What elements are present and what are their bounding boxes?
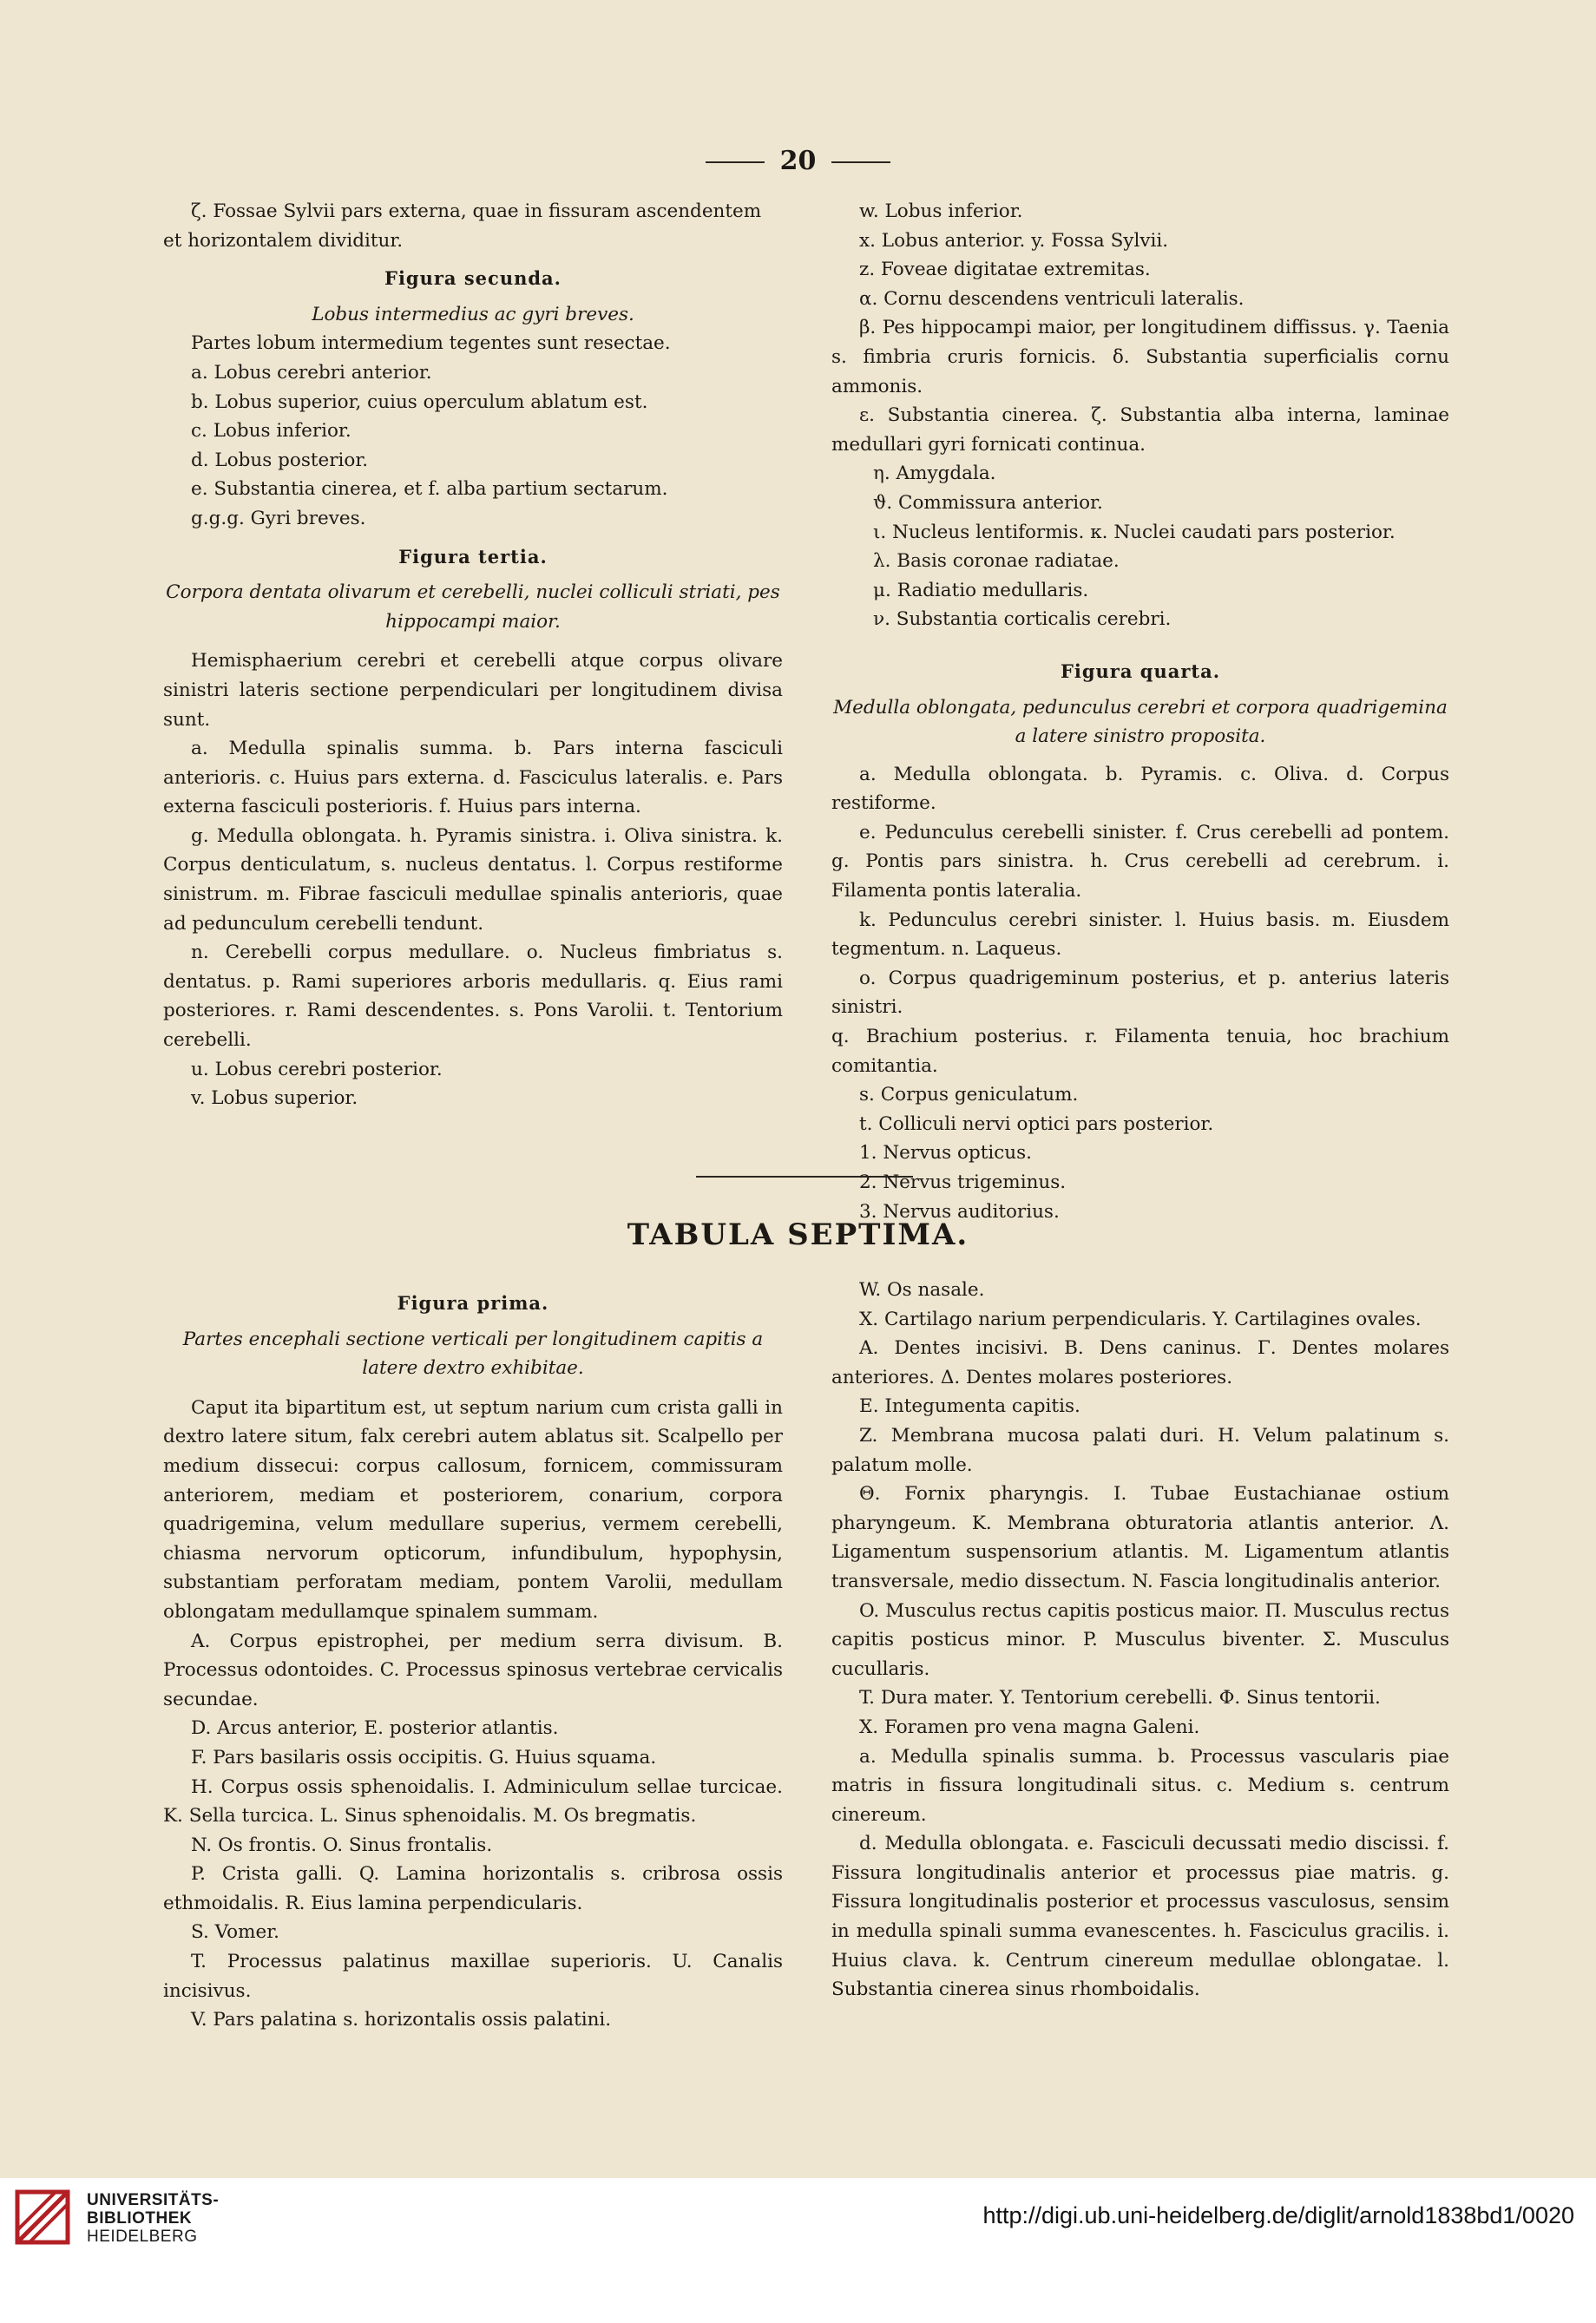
list-item: d. Lobus posterior. xyxy=(191,449,369,471)
paragraph: o. Corpus quadrigeminum posterius, et p. anterius lateris sinistri. xyxy=(831,967,1449,1019)
paragraph: a. Medulla oblongata. b. Pyramis. c. Oliva. d. Corpus restiforme. xyxy=(831,763,1449,815)
paragraph: β. Pes hippocampi maior, per longitudinem diffissus. γ. Taenia s. fimbria cruris fornicis. δ. Substantia superficialis cornu ammonis. xyxy=(831,317,1449,397)
top-left-column xyxy=(163,197,783,1113)
list-item: v. Lobus superior. xyxy=(191,1087,358,1110)
paragraph: ε. Substantia cinerea. ζ. Substantia alba interna, laminae medullari gyri fornicati continua. xyxy=(831,404,1449,456)
figure-subtitle: Corpora dentata olivarum et cerebelli, nuclei colliculi striati, pes hippocampi maior. xyxy=(166,581,780,633)
list-item: g.g.g. Gyri breves. xyxy=(191,507,366,529)
paragraph: g. Medulla oblongata. h. Pyramis sinistra. i. Oliva sinistra. k. Corpus denticulatum, s. nucleus dentatus. l. Corpus restiforme sinistrum. m. Fibrae fasciculi medullae spinalis anterioris, quae ad pedunculum cerebelli tendunt. xyxy=(163,824,783,935)
figure-subtitle: Lobus intermedius ac gyri breves. xyxy=(312,303,634,325)
list-item: P. Crista galli. Q. Lamina horizontalis s. cribrosa ossis ethmoidalis. R. Eius lamina perpendicularis. xyxy=(163,1863,783,1914)
paragraph: a. Medulla spinalis summa. b. Pars interna fasciculi anterioris. c. Huius pars externa. d. Fasciculus lateralis. e. Pars externa fasciculi posterioris. f. Huius pars interna. xyxy=(163,738,783,818)
list-item: 2. Nervus trigeminus. xyxy=(859,1171,1067,1193)
paragraph: O. Musculus rectus capitis posticus maior. Π. Musculus rectus capitis posticus minor. P. Musculus biventer. Σ. Musculus cucullaris. xyxy=(831,1599,1449,1680)
list-item: D. Arcus anterior, E. posterior atlantis. xyxy=(191,1717,559,1740)
paragraph: a. Medulla spinalis summa. b. Processus vascularis piae matris in fissura longitudinali situs. c. Medium s. centrum cinereum. xyxy=(831,1745,1449,1826)
figure-heading: Figura secunda. xyxy=(384,267,562,290)
list-item: S. Vomer. xyxy=(191,1921,279,1944)
paragraph: A. Corpus epistrophei, per medium serra divisum. B. Processus odontoides. C. Processus spinosus vertebrae cervicalis secundae. xyxy=(163,1630,783,1710)
paragraph: Z. Membrana mucosa palati duri. H. Velum palatinum s. palatum molle. xyxy=(831,1424,1449,1476)
list-item: ι. Nucleus lentiformis. κ. Nuclei caudati pars posterior. xyxy=(873,521,1396,543)
list-item: b. Lobus superior, cuius operculum ablatum est. xyxy=(191,390,648,413)
list-item: t. Colliculi nervi optici pars posterior. xyxy=(859,1112,1214,1135)
library-logo-icon xyxy=(12,2187,73,2248)
list-item: H. Corpus ossis sphenoidalis. I. Adminiculum sellae turcicae. K. Sella turcica. L. Sinus sphenoidalis. M. Os bregmatis. xyxy=(163,1775,783,1828)
bottom-right-column xyxy=(831,1276,1449,2005)
library-line: HEIDELBERG xyxy=(87,2228,198,2246)
header-rule-left xyxy=(706,161,765,163)
footer-bar xyxy=(0,2178,1596,2323)
list-item: a. Lobus cerebri anterior. xyxy=(191,361,432,384)
list-item: α. Cornu descendens ventriculi lateralis. xyxy=(859,287,1245,310)
figure-heading: Figura prima. xyxy=(397,1292,549,1314)
list-item: μ. Radiatio medullaris. xyxy=(873,579,1089,601)
list-item: w. Lobus inferior. xyxy=(859,200,1023,222)
source-url[interactable]: http://digi.ub.uni-heidelberg.de/diglit/arnold1838bd1/0020 xyxy=(982,2202,1574,2228)
library-line: UNIVERSITÄTS- xyxy=(87,2191,220,2209)
list-item: T. Processus palatinus maxillae superioris. U. Canalis incisivus. xyxy=(163,1951,783,2002)
figure-subtitle: Partes encephali sectione verticali per longitudinem capitis a latere dextro exhibitae. xyxy=(182,1328,764,1380)
list-item: s. Corpus geniculatum. xyxy=(859,1084,1079,1106)
paragraph: Caput ita bipartitum est, ut septum narium cum crista galli in dextro latere situm, falx cerebri autem ablatus sit. Scalpello per medium dissecui: corpus callosum, fornicem, commissuram anteriorem, mediam et posteriorem, conarium, corpora quadrigemina, velum medullare superius, vermem cerebelli, chiasma nervorum opticorum, infundibulum, hypophysin, substantiam perforatam mediam, pontem Varolii, medullam oblongatam medullamque spinalem summam. xyxy=(163,1396,783,1623)
top-right-column xyxy=(831,197,1449,1226)
intro-line: ζ. Fossae Sylvii pars externa, quae in fissuram ascendentem xyxy=(191,200,762,222)
list-item: N. Os frontis. O. Sinus frontalis. xyxy=(191,1834,493,1856)
paragraph: n. Cerebelli corpus medullare. o. Nucleus fimbriatus s. dentatus. p. Rami superiores arboris medullaris. q. Eius rami posteriores. r. Rami descendentes. s. Pons Varolii. t. Tentorium cerebelli. xyxy=(163,942,783,1052)
paragraph: X. Cartilago narium perpendicularis. Y. Cartilagines ovales. xyxy=(859,1308,1422,1330)
list-item: x. Lobus anterior. y. Fossa Sylvii. xyxy=(859,229,1169,252)
paragraph: Θ. Fornix pharyngis. I. Tubae Eustachianae ostium pharyngeum. K. Membrana obturatoria atlantis anterior. Λ. Ligamentum suspensorium atlantis. M. Ligamentum atlantis transversale, medio dissectum. N. Fascia longitudinalis anterior. xyxy=(831,1483,1449,1592)
page-number: 20 xyxy=(779,146,817,176)
paragraph: A. Dentes incisivi. B. Dens caninus. Γ. Dentes molares anteriores. Δ. Dentes molares posteriores. xyxy=(831,1337,1449,1388)
header-rule-right xyxy=(831,161,890,163)
paragraph: W. Os nasale. xyxy=(859,1279,985,1301)
library-name xyxy=(87,2191,219,2246)
paragraph: T. Dura mater. Y. Tentorium cerebelli. Φ. Sinus tentorii. xyxy=(859,1687,1381,1709)
list-item: F. Pars basilaris ossis occipitis. G. Huius squama. xyxy=(191,1746,657,1768)
paragraph: e. Pedunculus cerebelli sinister. f. Crus cerebelli ad pontem. g. Pontis pars sinistra. h. Crus cerebelli ad cerebrum. i. Filamenta pontis lateralia. xyxy=(831,821,1449,902)
section-title: TABULA SEPTIMA. xyxy=(627,1217,969,1252)
figure-heading: Figura tertia. xyxy=(398,545,548,568)
list-item: u. Lobus cerebri posterior. xyxy=(191,1058,443,1080)
paragraph: E. Integumenta capitis. xyxy=(859,1395,1080,1418)
paragraph: q. Brachium posterius. r. Filamenta tenuia, hoc brachium comitantia. xyxy=(831,1026,1449,1077)
figure-heading: Figura quarta. xyxy=(1060,659,1221,682)
paragraph: Hemisphaerium cerebri et cerebelli atque corpus olivare sinistri lateris sectione perpendiculari per longitudinem divisa sunt. xyxy=(163,650,783,731)
list-item: ν. Substantia corticalis cerebri. xyxy=(873,608,1172,631)
intro-line: et horizontalem dividitur. xyxy=(163,229,404,252)
list-item: λ. Basis coronae radiatae. xyxy=(873,550,1120,573)
page-header xyxy=(0,146,1596,176)
section-divider xyxy=(696,1176,913,1178)
bottom-left-column xyxy=(163,1280,783,2035)
list-item: c. Lobus inferior. xyxy=(191,420,351,443)
list-item: V. Pars palatina s. horizontalis ossis palatini. xyxy=(191,2009,612,2031)
paragraph: d. Medulla oblongata. e. Fasciculi decussati medio discissi. f. Fissura longitudinalis anterior et processus piae matris. g. Fissura longitudinalis posterior et processus vasculosus, sensim in medulla spinali summa evanescentes. h. Fasciculus gracilis. i. Huius clava. k. Centrum cinereum medullae oblongatae. l. Substantia cinerea sinus rhomboidalis. xyxy=(831,1833,1449,2001)
list-item: ϑ. Commissura anterior. xyxy=(873,491,1103,514)
library-line: BIBLIOTHEK xyxy=(87,2209,193,2228)
list-item: 3. Nervus auditorius. xyxy=(859,1200,1060,1223)
paragraph: k. Pedunculus cerebri sinister. l. Huius basis. m. Eiusdem tegmentum. n. Laqueus. xyxy=(831,909,1449,961)
list-item: 1. Nervus opticus. xyxy=(859,1142,1033,1165)
list-item: Partes lobum intermedium tegentes sunt resectae. xyxy=(191,332,671,355)
list-item: e. Substantia cinerea, et f. alba partium sectarum. xyxy=(191,478,668,501)
list-item: z. Foveae digitatae extremitas. xyxy=(859,259,1151,281)
paragraph: X. Foramen pro vena magna Galeni. xyxy=(859,1716,1200,1738)
list-item: η. Amygdala. xyxy=(873,463,996,485)
figure-subtitle: Medulla oblongata, pedunculus cerebri et corpora quadrigemina a latere sinistro proposita. xyxy=(833,696,1448,748)
